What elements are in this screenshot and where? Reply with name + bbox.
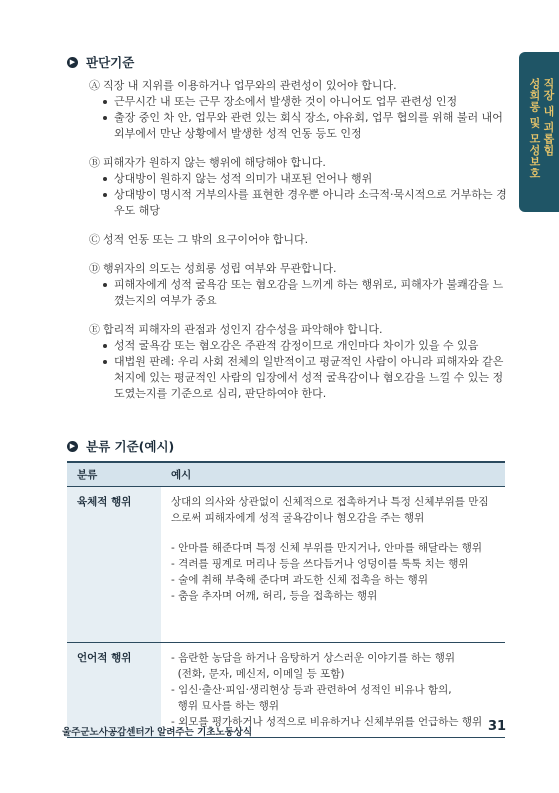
criterion-bullets [102,94,509,142]
table-header-row [67,462,505,486]
criterion-marker: Ⓑ [89,156,100,169]
criterion-marker: Ⓒ [89,233,100,246]
example-item: - 격려를 핑계로 머리나 등을 쓰다듬거나 엉덩이를 툭툭 치는 행위 [171,557,469,570]
criterion-text: 합리적 피해자의 관점과 성인지 감수성을 파악해야 합니다. [103,323,383,336]
criterion-item [89,78,509,142]
arrow-right-circle-icon: ▶ [67,57,78,68]
category-cell: 언어적 행위 [67,642,161,737]
judgement-heading [67,53,134,71]
table-row-verbal [67,642,505,737]
criterion-heading [89,232,509,248]
example-item: 행위 묘사를 하는 행위 [171,699,279,712]
example-cell [161,642,505,737]
example-item: - 임신·출산·피임·생리현상 등과 관련하여 성적인 비유나 함의, [171,683,452,696]
criterion-bullets [102,171,509,219]
category-cell: 육체적 행위 [67,486,161,642]
example-cell [161,486,505,642]
example-item: - 안마를 해준다며 특정 신체 부위를 만지거나, 안마를 해달라는 행위 [171,541,483,554]
header-category: 분류 [67,462,161,486]
criterion-marker: Ⓐ [89,79,100,92]
footer-title: 울주군노사공감센터가 알려주는 기초노동상식 [62,727,253,738]
side-tab-label-2: 성희롱 및 모성보호 [528,78,541,179]
criterion-bullet: 피해자에게 성적 굴욕감 또는 혐오감을 느끼게 하는 행위로, 피해자가 불쾌감을 느꼈는지의 여부가 중요 [102,277,509,309]
header-example: 예시 [161,462,505,486]
chapter-side-tab[interactable] [519,52,559,212]
criterion-text: 피해자가 원하지 않는 행위에 해당해야 합니다. [103,156,326,169]
criterion-heading [89,155,509,171]
criterion-bullet: 근무시간 내 또는 근무 장소에서 발생한 것이 아니어도 업무 관련성 인정 [102,94,509,110]
criterion-item [89,232,509,248]
example-item: - 음란한 농담을 하거나 음탕하거 상스러운 이야기를 하는 행위 [171,651,456,664]
example-item: (전화, 문자, 메신저, 이메일 등 포함) [171,667,345,680]
example-item: - 외모를 평가하거나 성적으로 비유하거나 신체부위를 언급하는 행위 [171,715,483,728]
criterion-item [89,322,509,402]
criterion-heading [89,261,509,277]
criterion-item [89,155,509,219]
criterion-bullet: 출장 중인 차 안, 업무와 관련 있는 회식 장소, 야유회, 업무 협의를 위해 불러 내어 외부에서 만난 상황에서 발생한 성적 언동 등도 인정 [102,110,509,142]
page-number: 31 [488,719,507,734]
example-description: 상대의 의사와 상관없이 신체적으로 접촉하거나 특정 신체부위를 만짐으로써 피해자에게 성적 굴욕감이나 혐오감을 주는 행위 [171,495,489,524]
criterion-bullet: 상대방이 원하지 않는 성적 의미가 내포된 언어나 행위 [102,171,509,187]
criterion-marker: Ⓔ [89,323,100,336]
table-row-physical [67,486,505,642]
criterion-marker: Ⓓ [89,262,100,275]
criterion-item [89,261,509,309]
criterion-bullet: 대법원 판례: 우리 사회 전체의 일반적이고 평균적인 사람이 아니라 피해자와 같은 처지에 있는 평균적인 사람의 입장에서 성적 굴욕감이나 혐오감을 느낄 수 있는 정도였는지를 기준으로 심리, 판단하여야 한다. [102,354,509,402]
criterion-heading [89,78,509,94]
judgement-criteria-list [89,78,509,415]
criterion-text: 직장 내 지위를 이용하거나 업무와의 관련성이 있어야 합니다. [103,79,397,92]
criterion-bullet: 성적 굴욕감 또는 혐오감은 주관적 감정이므로 개인마다 차이가 있을 수 있음 [102,338,509,354]
criterion-text: 행위자의 의도는 성희롱 성립 여부와 무관합니다. [103,262,337,275]
criterion-heading [89,322,509,338]
criterion-bullet: 상대방이 명시적 거부의사를 표현한 경우뿐 아니라 소극적·묵시적으로 거부하는 경우도 해당 [102,187,509,219]
judgement-title: 판단기준 [86,55,135,70]
criterion-text: 성적 언동 또는 그 밖의 요구이어야 합니다. [103,233,309,246]
classification-title: 분류 기준(예시) [86,439,175,454]
example-item: - 춤을 추자며 어깨, 허리, 등을 접촉하는 행위 [171,589,378,602]
classification-table [67,461,505,738]
example-item: - 술에 취해 부축해 준다며 과도한 신체 접촉을 하는 행위 [171,573,428,586]
criterion-bullets [102,338,509,402]
side-tab-label-1: 직장 내 괴롭힘 [542,78,555,156]
arrow-right-circle-icon: ▶ [67,441,78,452]
criterion-bullets [102,277,509,309]
classification-heading [67,437,174,455]
